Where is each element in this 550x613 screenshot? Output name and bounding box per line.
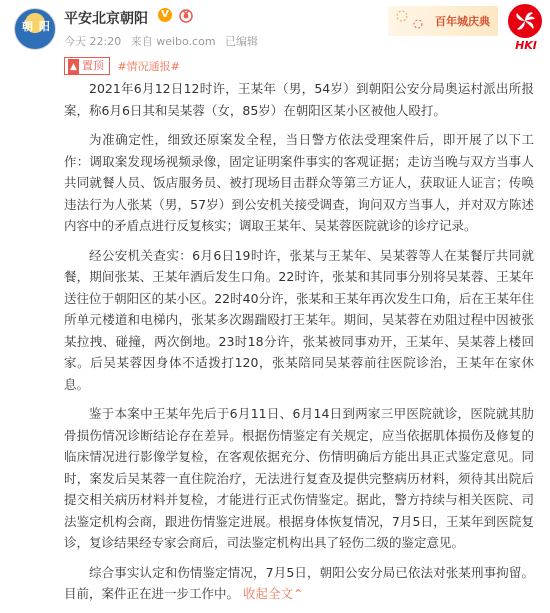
paragraph-injury-assessment: 鉴于本案中王某年先后于6月11日、6月14日到两家三甲医院就诊，医院就其肋骨损伤情况诊断结论存在差异。根据伤情鉴定有关规定，应当依据肌体损伤及修复的临床情况进行影像学复检，在客观依据充分、伤情明确后方能出具正式鉴定意见。同时，案发后吴某蓉一直住院治疗，无法进行复查及提供完整病历材料，须待其出院后提交相关病历材料并复检，才能进行正式伤情鉴定。据此，警方持续与相关医院、司法鉴定机构会商，跟进伤情鉴定进展。根据身体恢复情况，7月5日，王某年到医院复诊，复诊结果经专家会商后，司法鉴定机构出具了轻伤二级的鉴定意见。	[64, 406, 534, 550]
avatar-text: 朝 阳	[22, 20, 51, 33]
collapse-link[interactable]	[243, 586, 304, 601]
post-source[interactable]: 来自 weibo.com	[130, 35, 216, 48]
conclusion-text: 综合事实认定和伤情鉴定情况，7月5日，朝阳公安分局已依法对张某刑事拘留。目前，案件正在进一步工作中。	[64, 564, 534, 601]
tag-row	[64, 57, 180, 75]
medal-icon	[178, 7, 194, 23]
fireworks-icon	[390, 6, 430, 36]
post-body	[64, 78, 534, 613]
celebration-banner	[388, 6, 498, 36]
pin-icon: ▲	[68, 59, 79, 75]
banner-text: 百年城庆典	[435, 15, 490, 28]
collapse-label: 收起全文	[243, 586, 294, 601]
chevron-up-icon: ⌃	[293, 586, 304, 601]
pinned-label: 置顶	[81, 59, 104, 72]
paragraph-report: 2021年6月12日12时许，王某年（男，54岁）到朝阳公安分局奥运村派出所报案，称6月6日其和吴某蓉（女，85岁）在朝阳区某小区被他人殴打。	[64, 81, 534, 118]
edited-label[interactable]: 已编辑	[225, 35, 259, 48]
post-header	[0, 0, 550, 56]
account-name[interactable]: 平安北京朝阳	[64, 11, 148, 27]
verified-icon: V	[158, 8, 172, 22]
paragraph-investigation: 为准确定性，细致还原案发全程，当日警方依法受理案件后，即开展了以下工作：调取案发现场视频录像，固定证明案件事实的客观证据；走访当晚与双方当事人共同就餐人员、饭店服务员、被打现场目击群众等第三方证人，获取证人证言；传唤违法行为人张某（男，57岁）到公安机关接受调查，询问双方当事人，并对双方陈述内容中的矛盾点进行反复核实；调取王某年、吴某蓉医院就诊的诊疗记录。	[64, 132, 534, 233]
hki-logo	[504, 4, 548, 54]
pinned-badge	[64, 57, 110, 75]
paragraph-findings: 经公安机关查实：6月6日19时许，张某与王某年、吴某蓉等人在某餐厅共同就餐，期间张某、王某年酒后发生口角。22时许，张某和其同事分别将吴某蓉、王某年送往位于朝阳区的某小区。22时40分许，张某和王某年再次发生口角，后在王某年住所单元楼道和电梯内，张某多次踢踹殴打王某年。期间，吴某蓉在劝阻过程中因被张某拉拽、碰撞，两次倒地。23时18分许，张某被同事劝开，王某年、吴某蓉上楼回家。后吴某蓉因身体不适拨打120，张某陪同吴某蓉前往医院诊治，王某年在家休息。	[64, 247, 534, 392]
paragraph-conclusion	[64, 562, 534, 605]
post-meta	[64, 33, 264, 49]
timestamp: 今天 22:20	[64, 35, 122, 48]
flower-icon	[508, 4, 542, 38]
avatar[interactable]	[14, 8, 56, 50]
hashtag-link[interactable]: #情况通报#	[117, 60, 180, 73]
logo-text: HKI	[515, 39, 537, 52]
